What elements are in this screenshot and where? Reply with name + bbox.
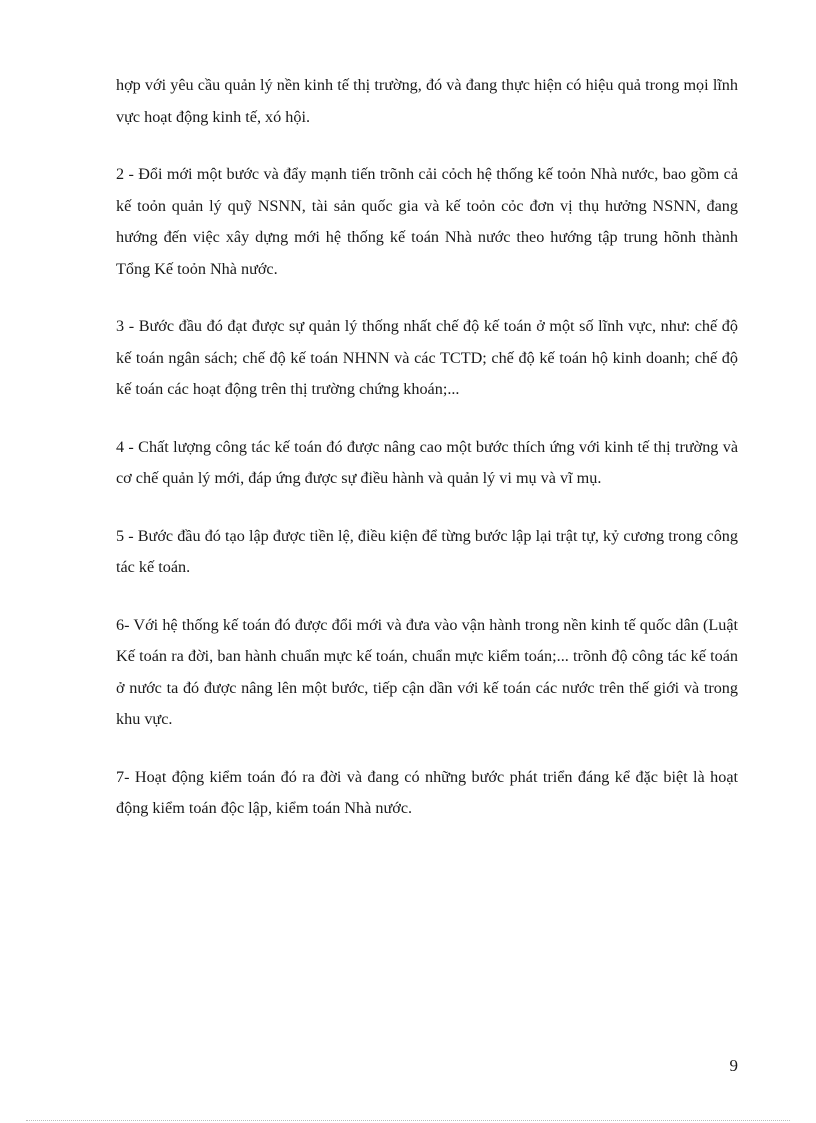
paragraph-item-4: 4 - Chất lượng công tác kế toán đó được nâng cao một bước thích ứng với kinh tế thị trường và cơ chế quản lý mới, đáp ứng được sự điều hành và quản lý vi mụ và vĩ mụ. [116,437,738,487]
paragraph-item-3: 3 - Bước đầu đó đạt được sự quản lý thống nhất chế độ kế toán ở một số lĩnh vực, như: chế độ kế toán ngân sách; chế độ kế toán NHNN và các TCTD; chế độ kế toán hộ kinh doanh; chế độ kế toán các hoạt động trên thị trường chứng khoán;... [116,317,738,398]
paragraph-item-2: 2 - Đổi mới một bước và đẩy mạnh tiến trõnh cải cỏch hệ thống kế toỏn Nhà nước, bao gồm cả kế toỏn quản lý quỹ NSNN, tài sản quốc gia và kế toỏn cỏc đơn vị thụ hưởng NSNN, đang hướng đến việc xây dựng mới hệ thống kế toán Nhà nước theo hướng tập trung hõnh thành Tổng Kế toỏn Nhà nước. [116,165,738,278]
page-number: 9 [729,1056,738,1075]
document-body [116,70,738,851]
page-bottom-divider [26,1120,790,1121]
paragraph-item-6: 6- Với hệ thống kế toán đó được đổi mới và đưa vào vận hành trong nền kinh tế quốc dân (Luật Kế toán ra đời, ban hành chuẩn mực kế toán, chuẩn mực kiểm toán;... trõnh độ công tác kế toán ở nước ta đó được nâng lên một bước, tiếp cận dần với kế toán các nước trên thế giới và trong khu vực. [116,615,738,728]
paragraph-item-5: 5 - Bước đầu đó tạo lập được tiền lệ, điều kiện để từng bước lập lại trật tự, kỷ cương trong công tác kế toán. [116,526,738,576]
paragraph-continuation: hợp với yêu cầu quản lý nền kinh tế thị trường, đó và đang thực hiện có hiệu quả trong mọi lĩnh vực hoạt động kinh tế, xó hội. [116,76,738,126]
paragraph-item-7: 7- Hoạt động kiểm toán đó ra đời và đang có những bước phát triển đáng kể đặc biệt là hoạt động kiểm toán độc lập, kiểm toán Nhà nước. [116,767,738,817]
